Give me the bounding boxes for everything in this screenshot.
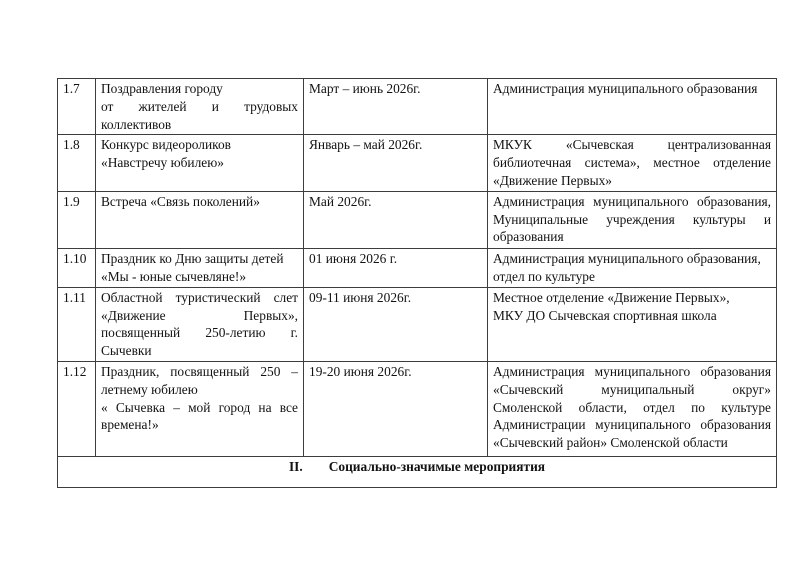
row-number: 1.9 xyxy=(63,193,80,209)
date-text: 09-11 июня 2026г. xyxy=(309,289,412,305)
row-number-cell xyxy=(58,135,96,191)
date-text: Январь – май 2026г. xyxy=(309,137,423,153)
date-text: Март – июнь 2026г. xyxy=(309,81,421,96)
event-text: « Сычевка – мой город на все времена!» xyxy=(101,399,298,433)
date-cell xyxy=(304,79,488,135)
responsible-text: отдел по культуре xyxy=(493,268,595,284)
event-cell xyxy=(96,135,304,191)
event-cell xyxy=(96,287,304,361)
row-number-cell xyxy=(58,361,96,456)
event-cell xyxy=(96,248,304,287)
section-numeral: II. xyxy=(288,458,303,474)
section-title: Социально-значимые мероприятия xyxy=(328,458,546,474)
row-number: 1.7 xyxy=(63,81,80,96)
responsible-cell xyxy=(488,191,777,248)
event-text: «Навстречу юбилею» xyxy=(101,155,224,171)
table-row xyxy=(58,79,777,135)
date-cell xyxy=(304,361,488,456)
event-text: Конкурс видеороликов xyxy=(101,137,231,153)
responsible-cell xyxy=(488,248,777,287)
row-number: 1.11 xyxy=(63,289,86,305)
table-row xyxy=(58,135,777,191)
table-row xyxy=(58,361,777,456)
table-row xyxy=(58,191,777,248)
date-cell xyxy=(304,287,488,361)
event-cell xyxy=(96,361,304,456)
table-row xyxy=(58,248,777,287)
event-text: Праздник ко Дню защиты детей xyxy=(101,250,284,266)
table-row xyxy=(58,287,777,361)
row-number-cell xyxy=(58,191,96,248)
responsible-text: МКУК «Сычевская централизованная библиотечная система», местное отделение «Движение Первых» xyxy=(493,137,771,188)
row-number-cell xyxy=(58,287,96,361)
responsible-cell xyxy=(488,79,777,135)
row-number: 1.10 xyxy=(63,250,87,266)
date-text: 19-20 июня 2026г. xyxy=(309,363,412,379)
responsible-text: Администрация муниципального образования xyxy=(493,81,758,96)
section-header-row xyxy=(58,456,777,487)
date-text: Май 2026г. xyxy=(309,193,372,209)
event-text: «Мы - юные сычевляне!» xyxy=(101,268,247,284)
event-text: Праздник, посвященный 250 – летнему юбилею xyxy=(101,363,298,397)
date-cell xyxy=(304,135,488,191)
row-number-cell xyxy=(58,79,96,135)
event-text: Областной туристический слет «Движение Первых», посвященный 250-летию г. Сычевки xyxy=(101,289,298,359)
responsible-cell xyxy=(488,135,777,191)
responsible-text: Администрация муниципального образования, Муниципальные учреждения культуры и образования xyxy=(493,193,771,245)
responsible-cell xyxy=(488,287,777,361)
responsible-text: Администрация муниципального образования, xyxy=(493,250,761,266)
date-text: 01 июня 2026 г. xyxy=(309,250,398,266)
date-cell xyxy=(304,248,488,287)
date-cell xyxy=(304,191,488,248)
event-cell xyxy=(96,79,304,135)
responsible-text: Местное отделение «Движение Первых», xyxy=(493,289,730,305)
event-text: Встреча «Связь поколений» xyxy=(101,193,260,209)
responsible-cell xyxy=(488,361,777,456)
event-text: Поздравления городу xyxy=(101,81,223,96)
event-text: от жителей и трудовых коллективов xyxy=(101,98,298,132)
row-number: 1.8 xyxy=(63,137,80,153)
row-number-cell xyxy=(58,248,96,287)
row-number: 1.12 xyxy=(63,363,87,379)
responsible-text: Администрация муниципального образования «Сычевский муниципальный округ» Смоленской области, отдел по культуре Администрации муниципального образования «Сычевский район» Смоленской области xyxy=(493,363,771,451)
events-table xyxy=(57,78,777,488)
event-cell xyxy=(96,191,304,248)
responsible-text: МКУ ДО Сычевская спортивная школа xyxy=(493,307,717,323)
section-header-cell xyxy=(58,456,777,487)
